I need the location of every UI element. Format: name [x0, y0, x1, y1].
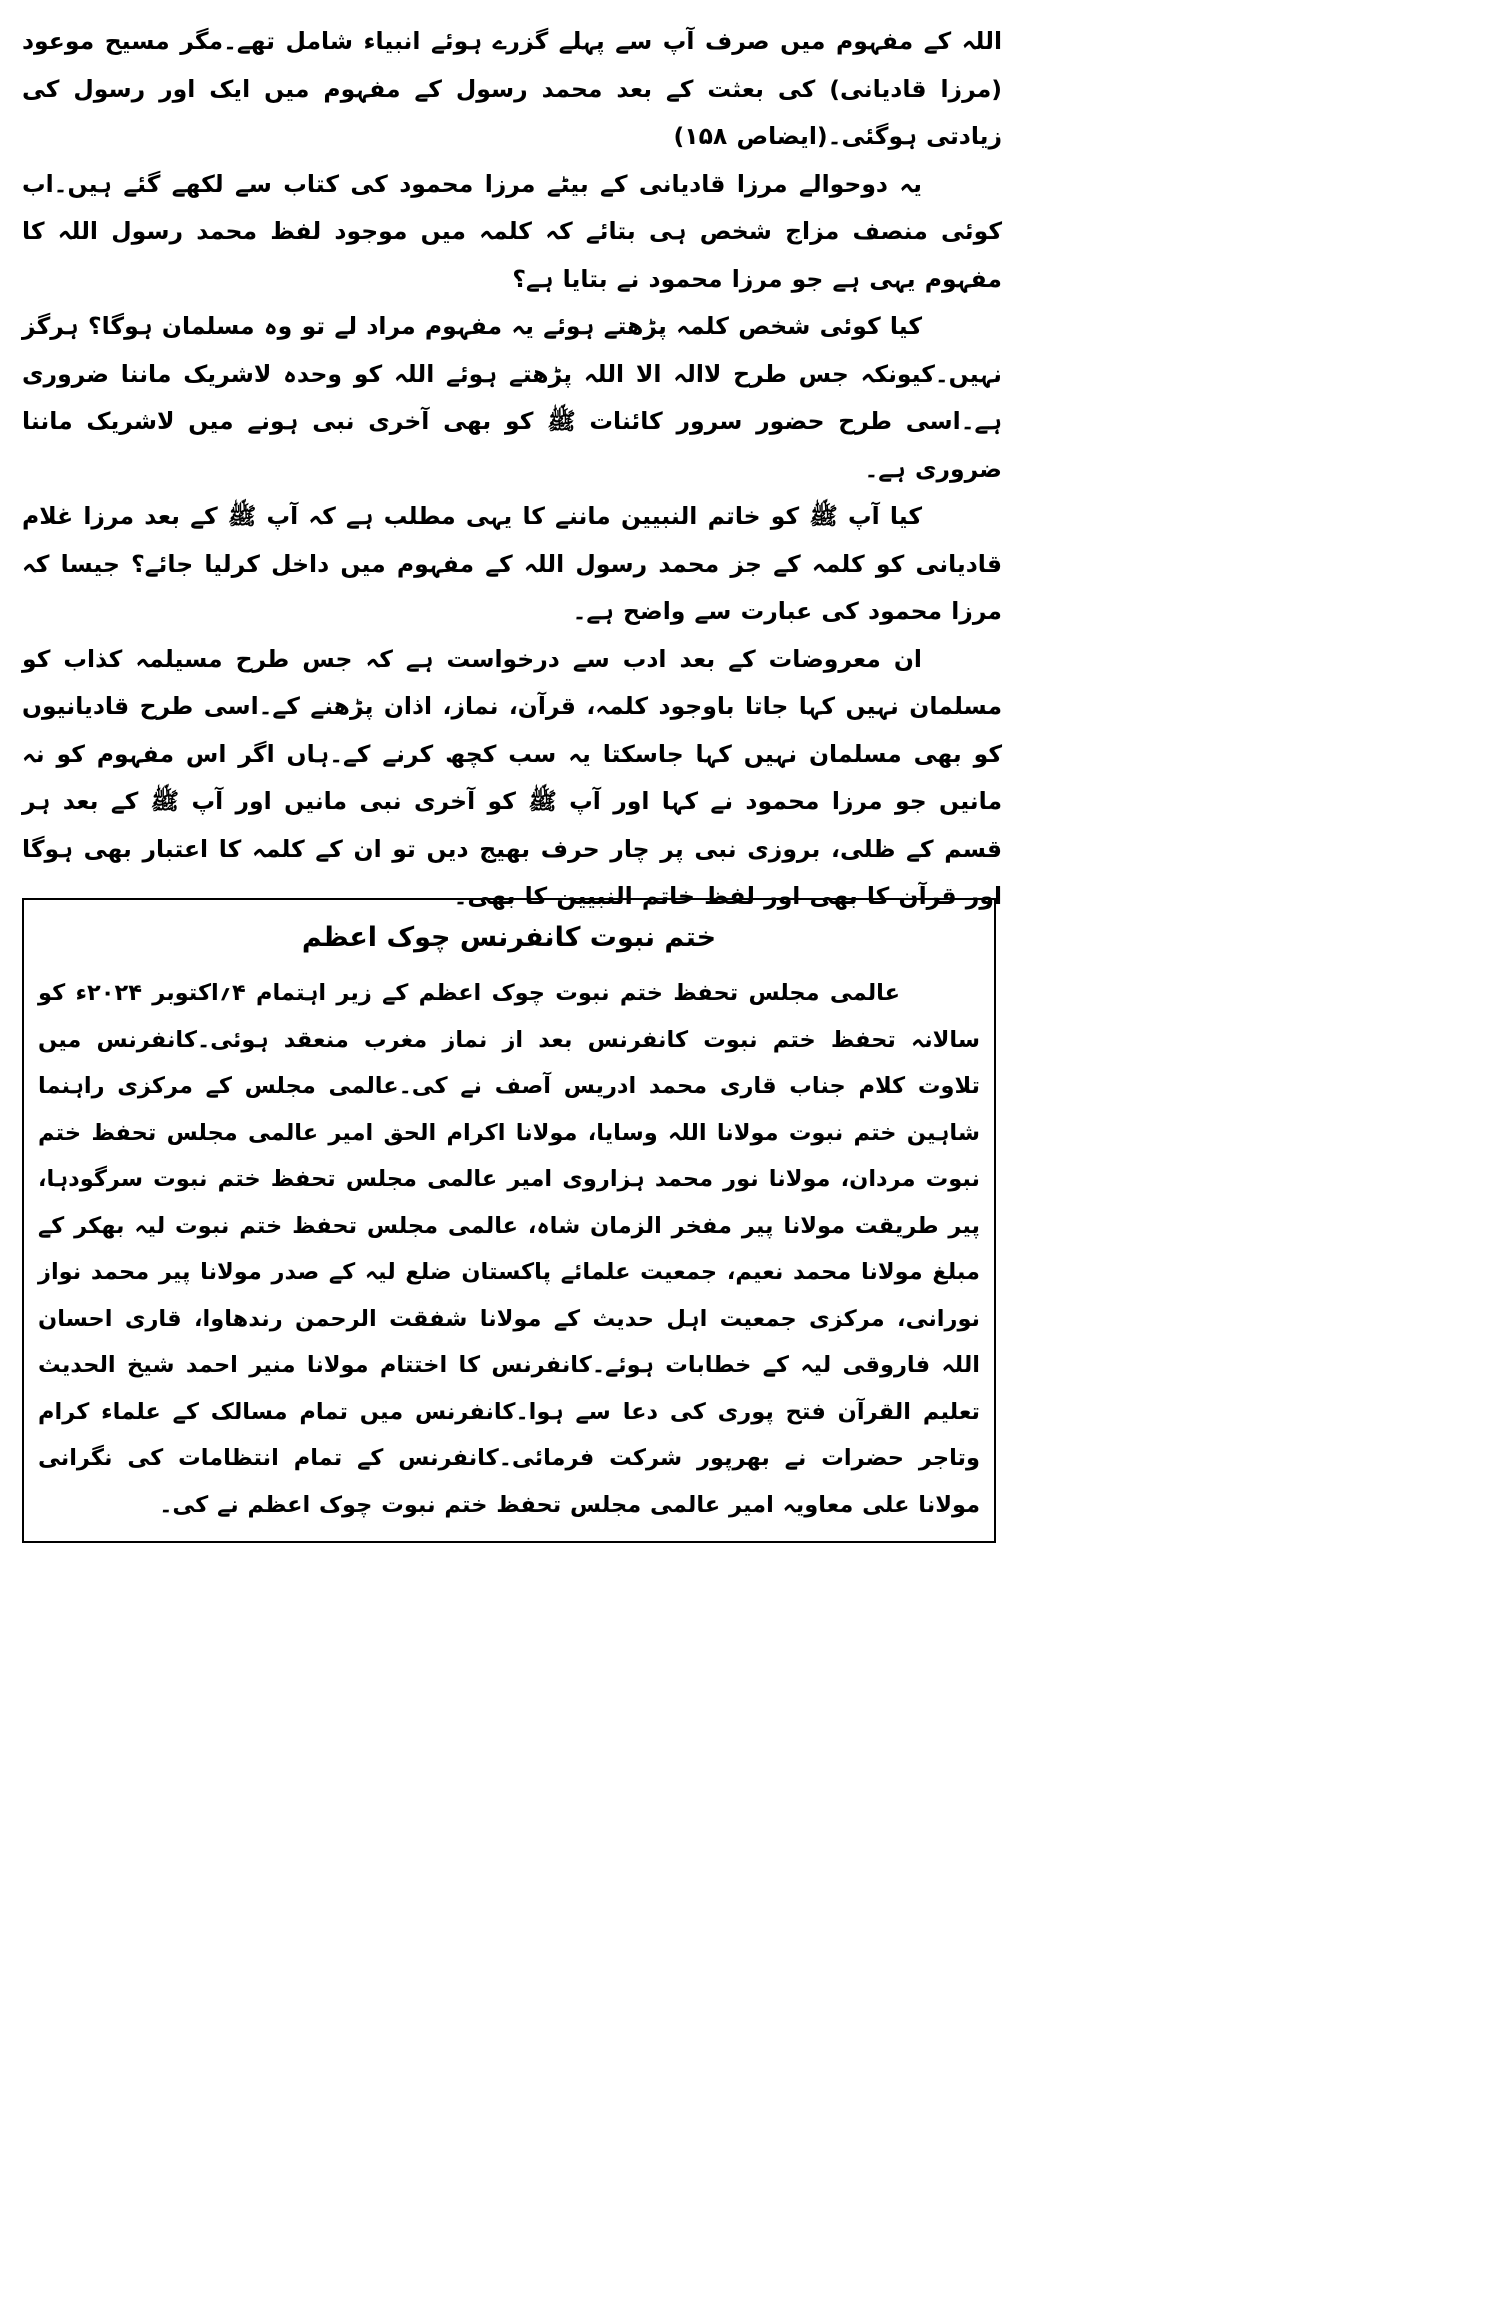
news-paragraph: عالمی مجلس تحفظ ختم نبوت چوک اعظم کے زیر اہتمام ۴؍اکتوبر ۲۰۲۴ء کو سالانہ تحفظ ختم نبوت کانفرنس بعد از نماز مغرب منعقد ہوئی۔کانفرنس میں تلاوت کلام جناب قاری محمد ادریس آصف نے کی۔عالمی مجلس کے مرکزی راہنما شاہین ختم نبوت مولانا اللہ وسایا، مولانا اکرام الحق امیر عالمی مجلس تحفظ ختم نبوت مردان، مولانا نور محمد ہزاروی امیر عالمی مجلس تحفظ ختم نبوت سرگودہا، پیر طریقت مولانا پیر مفخر الزمان شاہ، عالمی مجلس تحفظ ختم نبوت لیہ بھکر کے مبلغ مولانا محمد نعیم، جمعیت علمائے پاکستان ضلع لیہ کے صدر مولانا پیر محمد نواز نورانی، مرکزی جمعیت اہل حدیث کے مولانا شفقت الرحمن رندھاوا، قاری احسان اللہ فاروقی لیہ کے خطابات ہوئے۔کانفرنس کا اختتام مولانا منیر احمد شیخ الحدیث تعلیم القرآن فتح پوری کی دعا سے ہوا۔کانفرنس میں تمام مسالک کے علماء کرام وتاجر حضرات نے بھرپور شرکت فرمائی۔کانفرنس کے تمام انتظامات کی نگرانی مولانا علی معاویہ امیر عالمی مجلس تحفظ ختم نبوت چوک اعظم نے کی۔ — [38, 980, 980, 1518]
news-body — [38, 970, 980, 1528]
news-box — [22, 898, 996, 1543]
article-paragraph: اللہ کے مفہوم میں صرف آپ سے پہلے گزرے ہوئے انبیاء شامل تھے۔مگر مسیح موعود (مرزا قادیانی) کی بعثت کے بعد محمد رسول کے مفہوم میں ایک اور رسول کی زیادتی ہوگئی۔(ایضاص ۱۵۸) — [22, 27, 1002, 150]
page — [0, 0, 1024, 1569]
article-paragraph: کیا کوئی شخص کلمہ پڑھتے ہوئے یہ مفہوم مراد لے تو وہ مسلمان ہوگا؟ ہرگز نہیں۔کیونکہ جس طرح لاالہ الا اللہ پڑھتے ہوئے اللہ کو وحدہ لاشریک ماننا ضروری ہے۔اسی طرح حضور سرور کائنات ﷺ کو بھی آخری نبی ہونے میں لاشریک ماننا ضروری ہے۔ — [22, 312, 1002, 483]
article-paragraph: ان معروضات کے بعد ادب سے درخواست ہے کہ جس طرح مسیلمہ کذاب کو مسلمان نہیں کہا جاتا باوجود کلمہ، قرآن، نماز، اذان پڑھنے کے۔اسی طرح قادیانیوں کو بھی مسلمان نہیں کہا جاسکتا یہ سب کچھ کرنے کے۔ہاں اگر اس مفہوم کو نہ مانیں جو مرزا محمود نے کہا اور آپ ﷺ کو آخری نبی مانیں اور آپ ﷺ کے بعد ہر قسم کے ظلی، بروزی نبی پر چار حرف بھیج دیں تو ان کے کلمہ کا اعتبار بھی ہوگا اور قرآن کا بھی اور لفظ خاتم النبیین کا بھی۔ — [22, 644, 1002, 910]
article-paragraph: کیا آپ ﷺ کو خاتم النبیین ماننے کا یہی مطلب ہے کہ آپ ﷺ کے بعد مرزا غلام قادیانی کو کلمہ کے جز محمد رسول اللہ کے مفہوم میں داخل کرلیا جائے؟ جیسا کہ مرزا محمود کی عبارت سے واضح ہے۔ — [22, 502, 1002, 625]
news-title: ختم نبوت کانفرنس چوک اعظم — [301, 922, 717, 953]
article-paragraph: یہ دوحوالے مرزا قادیانی کے بیٹے مرزا محمود کی کتاب سے لکھے گئے ہیں۔اب کوئی منصف مزاج شخص ہی بتائے کہ کلمہ میں موجود لفظ محمد رسول اللہ کا مفہوم یہی ہے جو مرزا محمود نے بتایا ہے؟ — [22, 169, 1002, 293]
article-body — [22, 18, 1002, 921]
